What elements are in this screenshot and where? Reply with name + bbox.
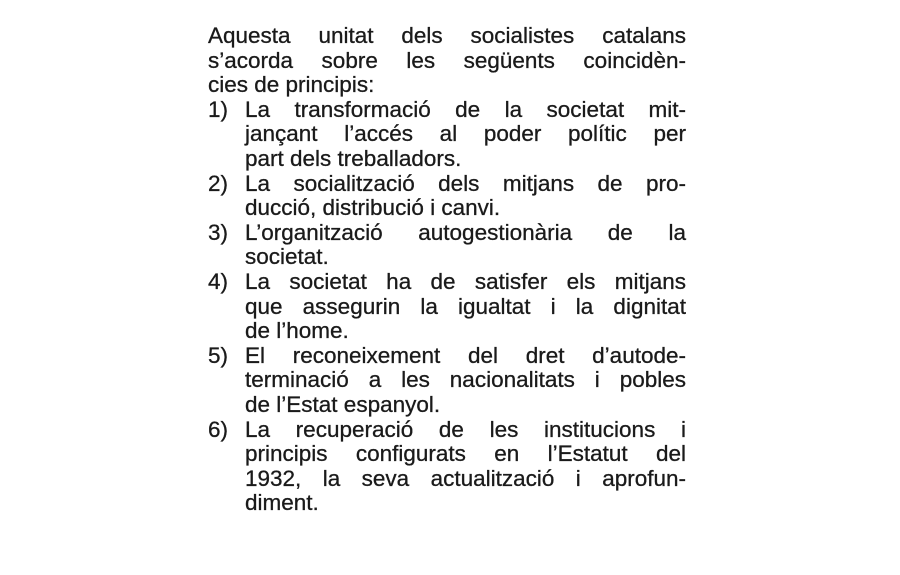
item-number: 5) <box>208 342 229 368</box>
item-line: L’organització autogestionària de la <box>245 219 686 245</box>
item-line: de l’Estat espanyol. <box>245 391 441 417</box>
item-line: ducció, distribució i canvi. <box>245 195 501 221</box>
intro-line: cies de principis: <box>208 72 375 98</box>
item-line: que assegurin la igualtat i la dignitat <box>245 293 686 319</box>
item-line: La recuperació de les institucions i <box>245 416 686 442</box>
principle-item-3 <box>208 221 686 270</box>
document-text <box>208 24 686 516</box>
principle-item-6 <box>208 418 686 516</box>
item-line: La societat ha de satisfer els mitjans <box>245 268 686 294</box>
intro-paragraph <box>208 24 686 98</box>
principle-item-1 <box>208 98 686 172</box>
intro-line: s’acorda sobre les següents coincidèn- <box>208 47 686 73</box>
item-line: La socialització dels mitjans de pro- <box>245 170 686 196</box>
item-line: 1932, la seva actualització i aprofun- <box>245 465 686 491</box>
item-number: 1) <box>208 96 229 122</box>
intro-line: Aquesta unitat dels socialistes catalans <box>208 23 686 48</box>
item-line: principis configurats en l’Estatut del <box>245 441 686 467</box>
item-number: 6) <box>208 416 229 442</box>
item-line: de l’home. <box>245 318 349 344</box>
item-line: jançant l’accés al poder polític per <box>245 121 686 147</box>
item-line: La transformació de la societat mit- <box>245 96 686 122</box>
item-line: El reconeixement del dret d’autode- <box>245 342 686 368</box>
item-number: 2) <box>208 170 229 196</box>
principle-item-2 <box>208 172 686 221</box>
principle-item-5 <box>208 344 686 418</box>
item-line: part dels treballadors. <box>245 145 462 171</box>
item-line: societat. <box>245 244 329 270</box>
principle-item-4 <box>208 270 686 344</box>
item-line: diment. <box>245 490 319 516</box>
item-number: 4) <box>208 268 229 294</box>
item-line: terminació a les nacionalitats i pobles <box>245 367 686 393</box>
item-number: 3) <box>208 219 229 245</box>
